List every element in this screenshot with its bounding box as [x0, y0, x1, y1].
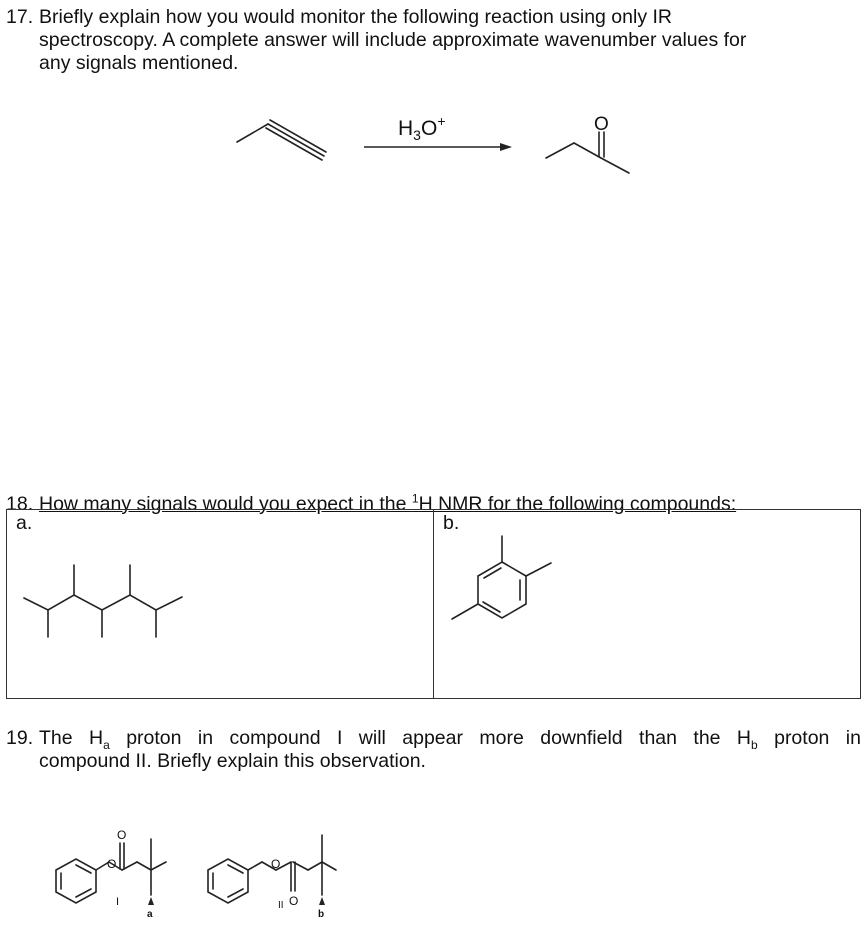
compound-II-label: II	[278, 900, 284, 911]
compound-a-structure	[0, 540, 200, 640]
reagent-label: $H_3O^+$	[398, 113, 446, 143]
reaction-arrow	[364, 143, 512, 151]
box-label-a: a.	[16, 512, 33, 534]
reactant-alkyne	[237, 120, 326, 160]
svg-text:O: O	[289, 894, 299, 908]
compound-II-structure	[190, 825, 340, 925]
compound-I-structure	[30, 825, 170, 925]
question-number: 17.	[6, 6, 34, 28]
question-19-line-2: compound II. Briefly explain this observation.	[39, 750, 426, 772]
proton-a-label: a	[147, 909, 153, 920]
question-19-number: 19.	[6, 727, 34, 749]
compound-b-structure	[430, 530, 590, 650]
question-19-line-1: The $H_a$ proton in compound I will appear more downfield than the $H_b$ proton in	[39, 727, 861, 752]
question-text-line-3: any signals mentioned.	[39, 52, 239, 74]
box-label-b: b.	[443, 512, 460, 534]
proton-b-label: b	[318, 909, 325, 920]
question-text-line-2: spectroscopy. A complete answer will include approximate wavenumber values for	[39, 29, 747, 51]
product-ketone	[546, 132, 629, 173]
question-number: 18.	[6, 492, 34, 515]
compound-I-label: I	[116, 896, 120, 908]
svg-text:O: O	[271, 857, 281, 871]
question-17	[6, 6, 846, 75]
reaction-scheme	[0, 100, 866, 300]
question-text-line-1: Briefly explain how you would monitor the following reaction using only IR	[39, 6, 672, 28]
question-stem: How many signals would you expect in the $^1$H NMR for the following compounds:	[39, 491, 737, 515]
svg-text:O: O	[107, 857, 117, 871]
product-oxygen: O	[594, 114, 609, 135]
svg-text:O: O	[117, 828, 127, 842]
